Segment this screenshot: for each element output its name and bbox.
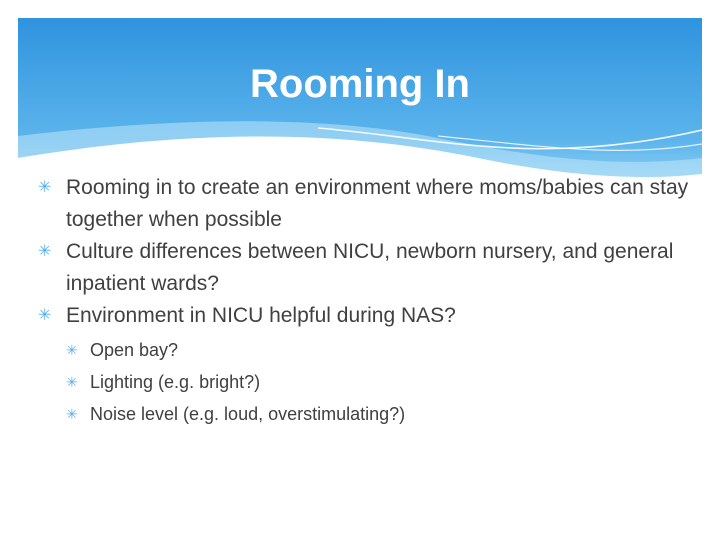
slide-title: Rooming In — [250, 62, 470, 106]
asterisk-bullet-icon: ✳ — [66, 406, 78, 422]
asterisk-bullet-icon: ✳ — [66, 374, 78, 390]
bullet-text: Rooming in to create an environment where moms/babies can stay together when possible — [66, 176, 689, 231]
bullet-text: Culture differences between NICU, newborn nursery, and general inpatient wards? — [66, 240, 674, 295]
asterisk-bullet-icon: ✳ — [38, 307, 52, 324]
bullet-text: Environment in NICU helpful during NAS? — [66, 304, 456, 327]
sub-list-item — [66, 398, 706, 430]
slide-content — [36, 172, 706, 430]
bullet-list — [36, 172, 706, 430]
asterisk-bullet-icon: ✳ — [66, 342, 78, 358]
sub-list-item — [66, 334, 706, 366]
list-item — [36, 300, 706, 430]
sub-bullet-text: Noise level (e.g. loud, overstimulating?) — [90, 404, 406, 424]
asterisk-bullet-icon: ✳ — [38, 243, 52, 260]
list-item — [36, 172, 706, 236]
sub-bullet-text: Open bay? — [90, 340, 179, 360]
sub-list-item — [66, 366, 706, 398]
asterisk-bullet-icon: ✳ — [38, 179, 52, 196]
list-item — [36, 236, 706, 300]
sub-bullet-list — [66, 334, 706, 430]
title-banner — [18, 18, 702, 192]
sub-bullet-text: Lighting (e.g. bright?) — [90, 372, 261, 392]
